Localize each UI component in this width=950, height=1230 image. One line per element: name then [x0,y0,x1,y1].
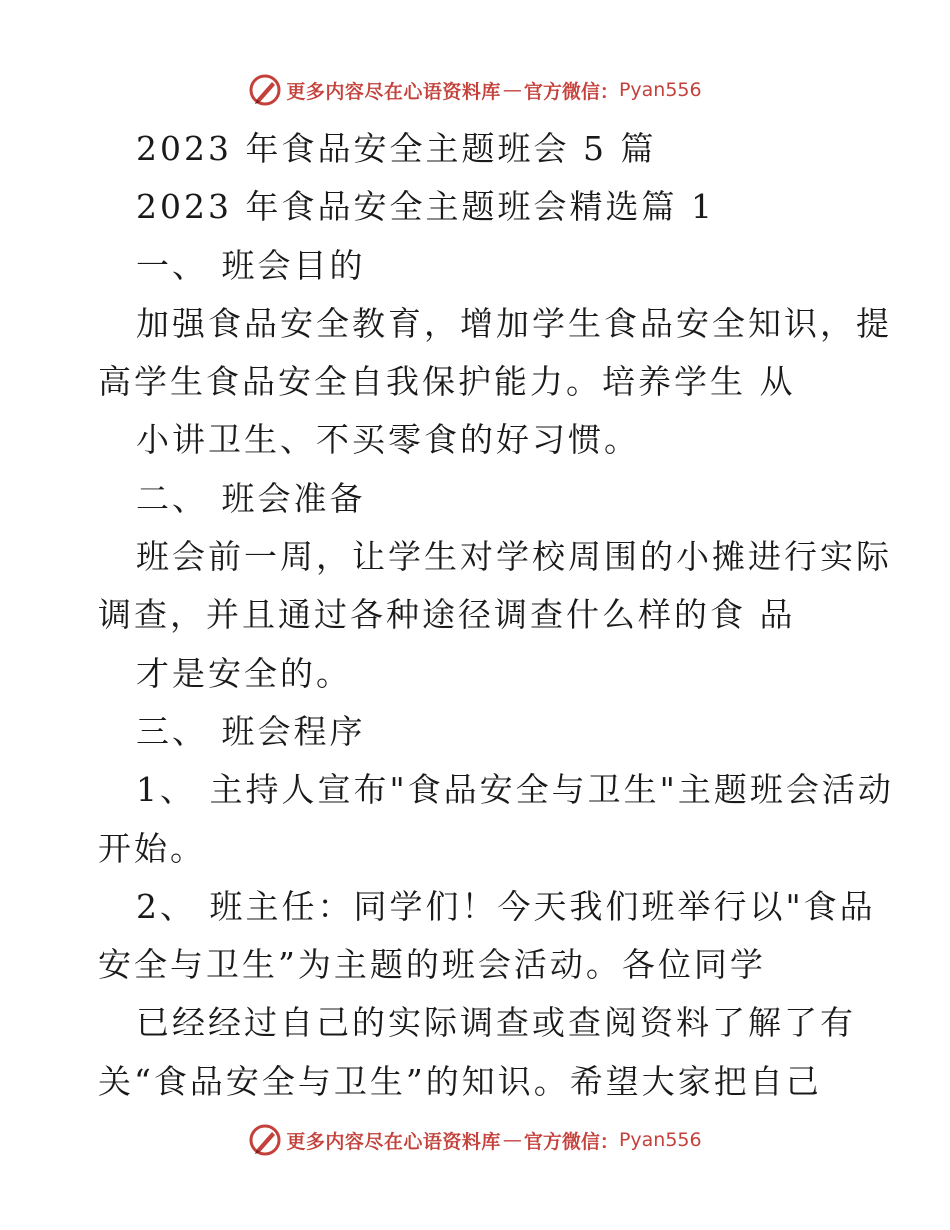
paragraph-line: 才是安全的。 [136,653,352,693]
paragraph-line: 2、 班主任：同学们！今天我们班举行以"食品 [136,886,876,926]
watermark-id: Pyan556 [618,1129,702,1151]
paragraph-line: 1、 主持人宣布"食品安全与卫生"主题班会活动 [136,770,894,810]
paragraph-line: 加强食品安全教育，增加学生食品安全知识，提 [136,303,892,343]
paragraph-line: 已经经过自己的实际调查或查阅资料了解了有 [136,1003,856,1043]
watermark-official: 官方微信： [523,80,619,103]
paragraph-line: 安全与卫生”为主题的班会活动。各位同学 [98,945,766,985]
paragraph-line: 开始。 [98,828,206,868]
paragraph-line: 关“食品安全与卫生”的知识。希望大家把自己 [98,1061,822,1101]
doc-subtitle: 2023 年食品安全主题班会精选篇 1 [136,187,715,227]
pen-logo-icon [248,73,282,107]
watermark-text: 更多内容尽在心语资料库 [286,80,501,103]
watermark-banner-bottom [0,1120,950,1160]
paragraph-line: 班会前一周，让学生对学校周围的小摊进行实际 [136,537,892,577]
watermark-text: 更多内容尽在心语资料库 [286,1130,501,1153]
paragraph-line: 小讲卫生、不买零食的好习惯。 [136,420,640,460]
watermark-dash: — [502,1129,522,1151]
watermark-official: 官方微信： [523,1130,619,1153]
watermark-id: Pyan556 [618,79,702,101]
doc-title: 2023 年食品安全主题班会 5 篇 [136,129,657,168]
paragraph-line: 调查，并且通过各种途径调查什么样的食 品 [98,595,796,635]
pen-logo-icon [248,1123,282,1157]
section-heading-purpose: 一、 班会目的 [136,245,366,285]
section-heading-procedure: 三、 班会程序 [136,711,366,751]
watermark-dash: — [502,79,522,101]
document-body [98,120,894,1111]
watermark-banner-top [0,70,950,110]
paragraph-line: 高学生食品安全自我保护能力。培养学生 从 [98,362,796,402]
section-heading-preparation: 二、 班会准备 [136,478,366,518]
